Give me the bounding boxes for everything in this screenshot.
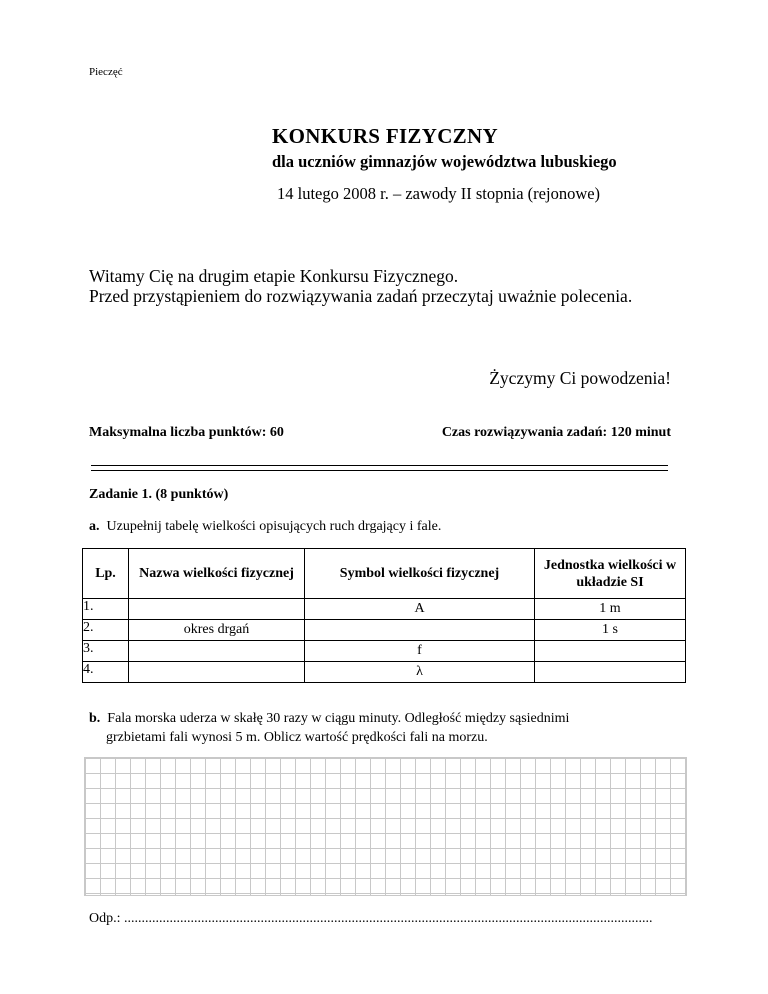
row-lp: 4. (83, 662, 129, 683)
header-unit: Jednostka wielkości w układzie SI (535, 549, 686, 599)
row-symbol-cell: λ (305, 662, 535, 683)
row-unit-cell: 1 m (535, 599, 686, 620)
answer-line[interactable]: Odp.: ....................................................................................................................................................... (89, 911, 653, 926)
header-name: Nazwa wielkości fizycznej (129, 549, 305, 599)
quantities-table (82, 548, 686, 683)
time-limit: Czas rozwiązywania zadań: 120 minut (441, 425, 671, 440)
task-1a-label: a. (89, 519, 100, 534)
table-header-row (83, 549, 686, 599)
table-row (83, 662, 686, 683)
row-symbol-cell[interactable] (305, 620, 535, 641)
row-lp: 3. (83, 641, 129, 662)
task-1b-label: b. (89, 711, 101, 726)
row-name-cell[interactable] (129, 599, 305, 620)
contest-title: KONKURS FIZYCZNY (272, 124, 498, 148)
good-luck-text: Życzymy Ci powodzenia! (489, 368, 671, 388)
welcome-line-1: Witamy Cię na drugim etapie Konkursu Fizycznego. (89, 266, 459, 286)
row-name-cell[interactable] (129, 641, 305, 662)
row-symbol-cell: f (305, 641, 535, 662)
task-1-title: Zadanie 1. (8 punktów) (89, 487, 229, 502)
task-1b-line-1: Fala morska uderza w skałę 30 razy w ciągu minuty. Odległość między sąsiednimi (107, 711, 570, 726)
row-name-cell: okres drgań (129, 620, 305, 641)
task-1b-instruction (89, 709, 679, 747)
divider-top (91, 465, 668, 466)
max-points: Maksymalna liczba punktów: 60 (89, 425, 284, 440)
header-symbol: Symbol wielkości fizycznej (305, 549, 535, 599)
row-lp: 2. (83, 620, 129, 641)
task-1a-instruction (89, 519, 441, 535)
solution-grid-area[interactable] (84, 757, 687, 896)
row-unit-cell[interactable] (535, 641, 686, 662)
table-row (83, 599, 686, 620)
row-lp: 1. (83, 599, 129, 620)
row-symbol-cell: A (305, 599, 535, 620)
task-1a-text: Uzupełnij tabelę wielkości opisujących ruch drgający i fale. (106, 519, 442, 534)
welcome-line-2: Przed przystąpieniem do rozwiązywania zadań przeczytaj uważnie polecenia. (89, 286, 633, 306)
row-unit-cell: 1 s (535, 620, 686, 641)
row-name-cell[interactable] (129, 662, 305, 683)
contest-subtitle: dla uczniów gimnazjów województwa lubuskiego (272, 152, 617, 171)
stamp-label: Pieczęć (89, 66, 123, 78)
divider-bottom (91, 470, 668, 471)
table-row (83, 620, 686, 641)
contest-date: 14 lutego 2008 r. – zawody II stopnia (rejonowe) (277, 184, 601, 203)
header-lp: Lp. (83, 549, 129, 599)
welcome-text (89, 266, 632, 306)
row-unit-cell[interactable] (535, 662, 686, 683)
task-1b-line-2: grzbietami fali wynosi 5 m. Oblicz wartość prędkości fali na morzu. (106, 730, 488, 745)
table-row (83, 641, 686, 662)
